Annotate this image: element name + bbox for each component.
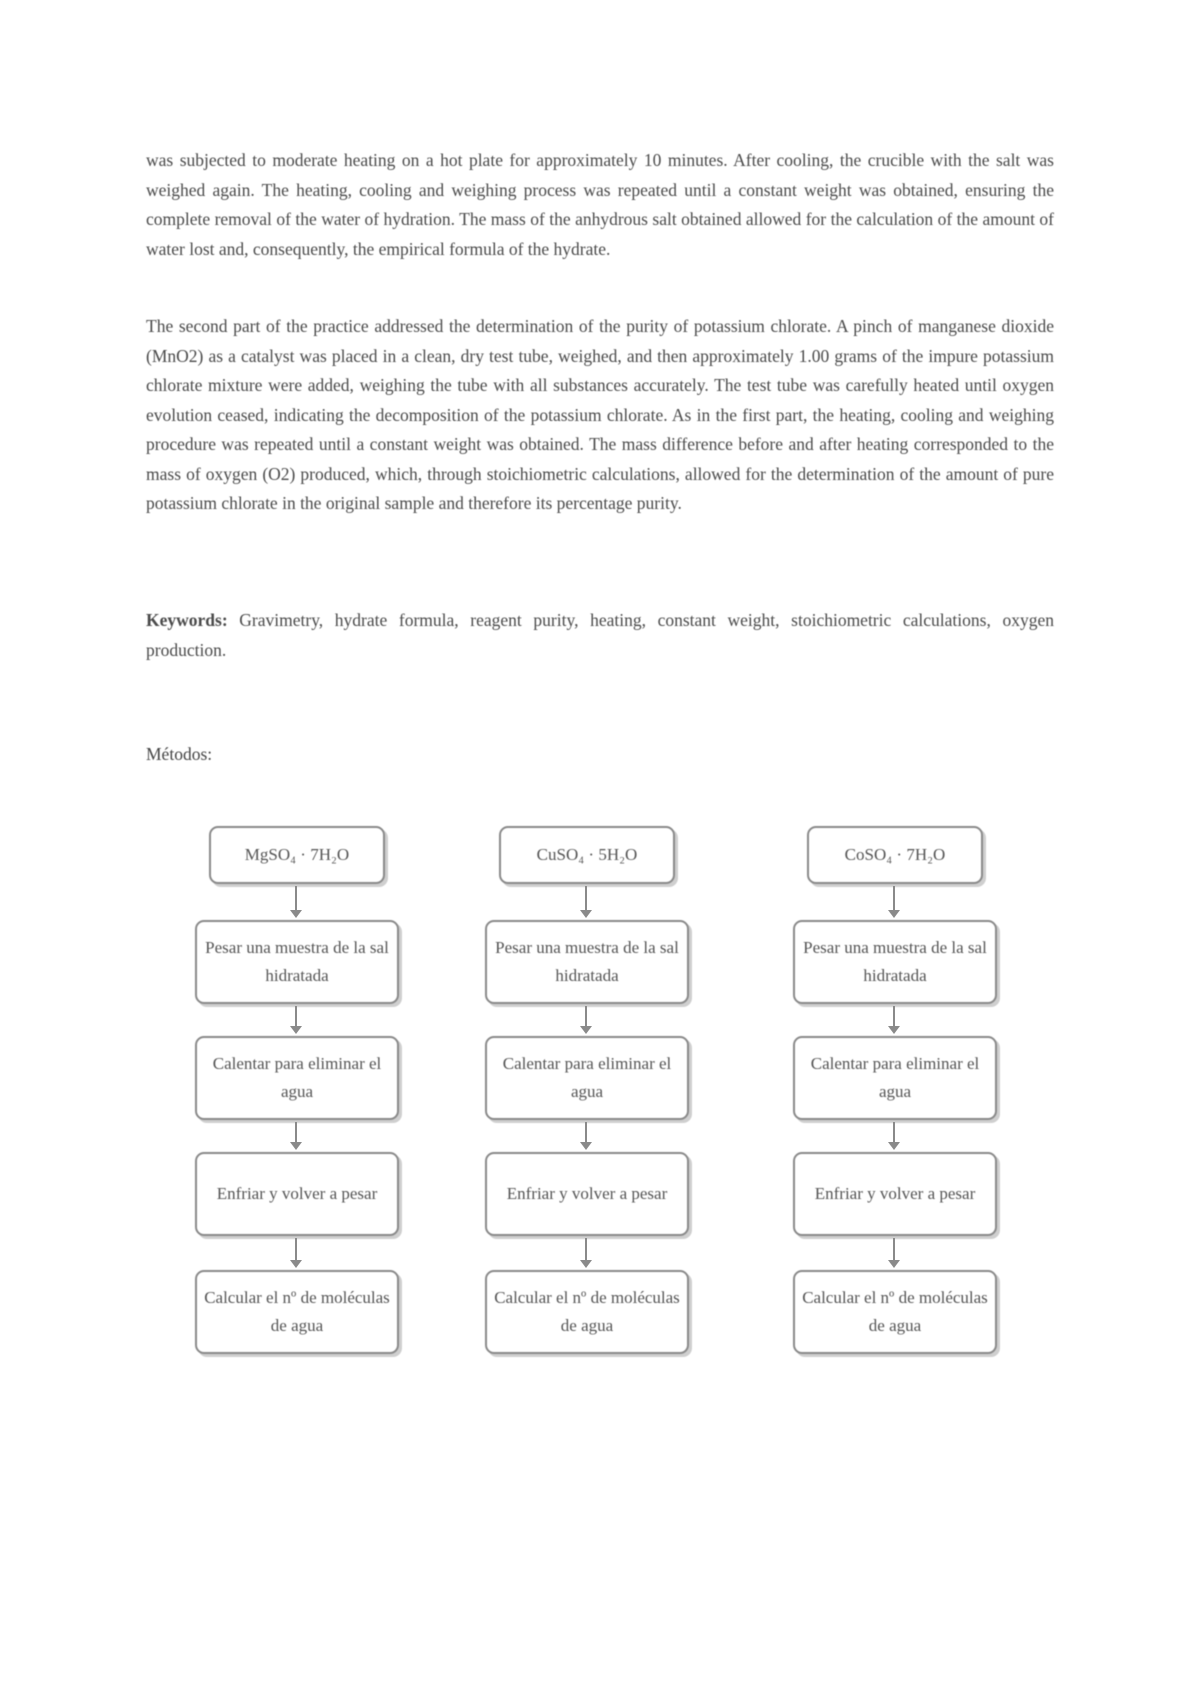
arrow-down-icon <box>893 886 895 912</box>
flowchart-step-box: Calentar para eliminar el agua <box>793 1036 997 1120</box>
flowchart-step-box: Calcular el nº de moléculas de agua <box>793 1270 997 1354</box>
flowchart-step-box: Pesar una muestra de la sal hidratada <box>485 920 689 1004</box>
flowchart-step-box: Enfriar y volver a pesar <box>793 1152 997 1236</box>
arrow-down-icon <box>295 1238 297 1262</box>
flowchart-step-box: Enfriar y volver a pesar <box>195 1152 399 1236</box>
arrow-down-icon <box>893 1006 895 1028</box>
arrow-down-icon <box>585 886 587 912</box>
arrow-down-icon <box>893 1238 895 1262</box>
flowchart-step-box: Enfriar y volver a pesar <box>485 1152 689 1236</box>
keywords-line <box>146 606 1054 665</box>
arrow-down-icon <box>585 1238 587 1262</box>
body-paragraph-1: was subjected to moderate heating on a hot plate for approximately 10 minutes. After cooling, the crucible with the salt was weighed again. The heating, cooling and weighing process was repeated until a constant weight was obtained, ensuring the complete removal of the water of hydration. The mass of the anhydrous salt obtained allowed for the calculation of the amount of water lost and, consequently, the empirical formula of the hydrate. <box>146 150 1054 259</box>
arrow-down-icon <box>585 1006 587 1028</box>
flowchart-step-box: Calcular el nº de moléculas de agua <box>195 1270 399 1354</box>
flowchart-step-box: Calentar para eliminar el agua <box>485 1036 689 1120</box>
flowchart-title-box: CoSO₄ · 7H₂O <box>807 826 983 884</box>
arrow-down-icon <box>295 886 297 912</box>
arrow-down-icon <box>585 1122 587 1144</box>
keywords-text: Gravimetry, hydrate formula, reagent purity, heating, constant weight, stoichiometric calculations, oxygen production. <box>146 610 1054 660</box>
arrow-down-icon <box>893 1122 895 1144</box>
flowchart-title-box: CuSO₄ · 5H₂O <box>499 826 675 884</box>
flowchart-step-box: Calentar para eliminar el agua <box>195 1036 399 1120</box>
flowchart-step-box: Pesar una muestra de la sal hidratada <box>195 920 399 1004</box>
arrow-down-icon <box>295 1006 297 1028</box>
body-paragraph-2: The second part of the practice addressed the determination of the purity of potassium chlorate. A pinch of manganese dioxide (MnO2) as a catalyst was placed in a clean, dry test tube, weighed, and then approximately 1.00 grams of the impure potassium chlorate mixture were added, weighing the tube with all substances accurately. The test tube was carefully heated until oxygen evolution ceased, indicating the decomposition of the potassium chlorate. As in the first part, the heating, cooling and weighing procedure was repeated until a constant weight was obtained. The mass difference before and after heating corresponded to the mass of oxygen (O2) produced, which, through stoichiometric calculations, allowed for the determination of the amount of pure potassium chlorate in the original sample and therefore its percentage purity. <box>146 316 1054 513</box>
keywords-label: Keywords: <box>146 610 228 630</box>
flowchart-title-box: MgSO₄ · 7H₂O <box>209 826 385 884</box>
arrow-down-icon <box>295 1122 297 1144</box>
flowchart-step-box: Calcular el nº de moléculas de agua <box>485 1270 689 1354</box>
flowchart-step-box: Pesar una muestra de la sal hidratada <box>793 920 997 1004</box>
section-heading: Métodos: <box>146 744 213 764</box>
